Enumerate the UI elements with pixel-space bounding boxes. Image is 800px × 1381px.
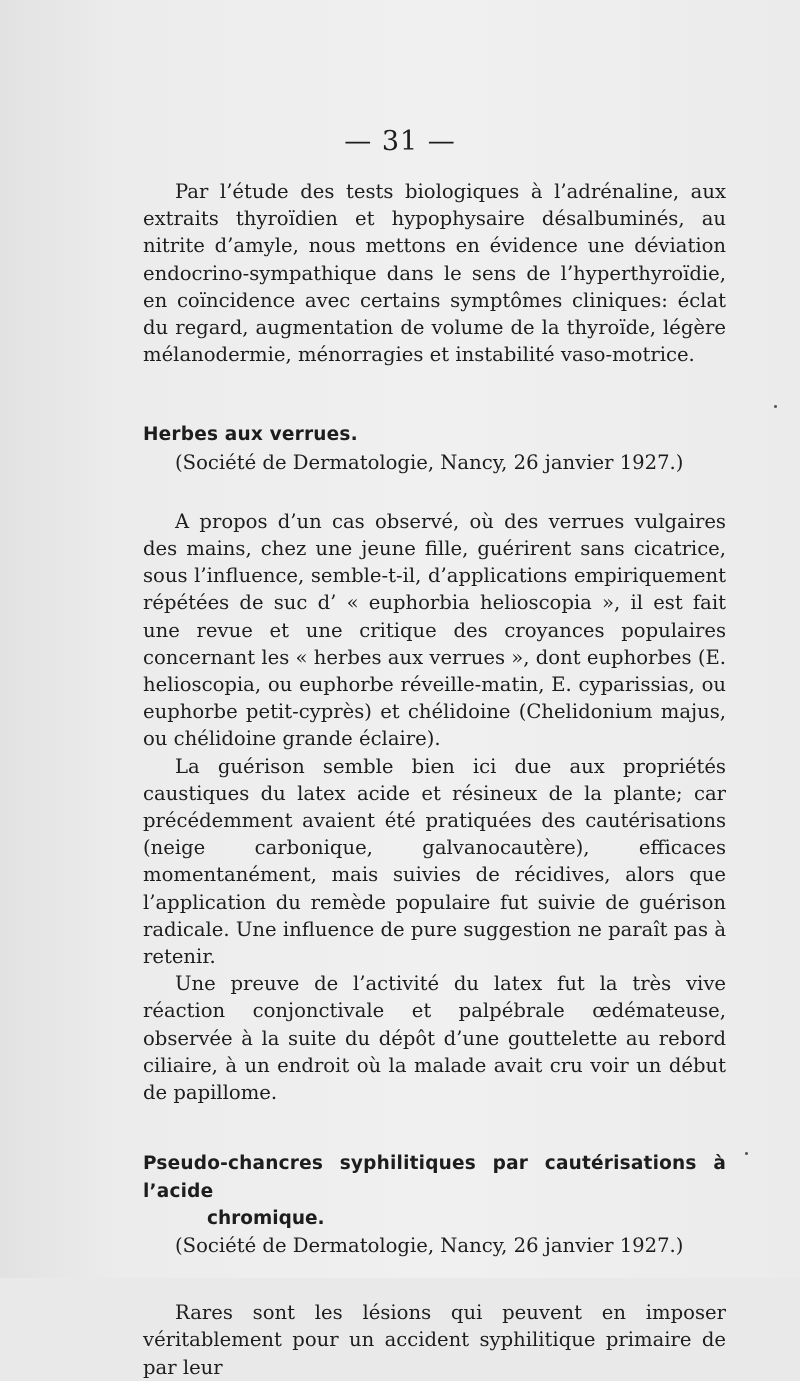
section-heading-herbes: Herbes aux verrues. <box>143 424 358 446</box>
section-heading-pseudo-chancres: Pseudo-chancres syphilitiques par cautérisations à l’acide <box>143 1153 726 1202</box>
herbes-paragraph-2: La guérison semble bien ici due aux propriétés caustiques du latex acide et résineux de la plante; car précédemment avaient été pratiquées des cautérisations (neige carbonique, galvanocautère), efficaces momentanément, mais suivies de récidives, alors que l’application du remède populaire fut suivie de guérison radicale. Une influence de pure suggestion ne paraît pas à retenir. <box>143 754 726 969</box>
section-citation-pseudo-chancres: (Société de Dermatologie, Nancy, 26 janvier 1927.) <box>175 1233 684 1257</box>
section-citation-herbes: (Société de Dermatologie, Nancy, 26 janvier 1927.) <box>175 450 684 474</box>
intro-paragraph: Par l’étude des tests biologiques à l’adrénaline, aux extraits thyroïdien et hypophysaire désalbuminés, au nitrite d’amyle, nous mettons en évidence une déviation endocrino-sympathique dans le sens de l’hyperthyroïdie, en coïncidence avec certains symptômes cliniques: éclat du regard, augmentation de volume de la thyroïde, légère mélanodermie, ménorragies et instabilité vaso-motrice. <box>143 180 726 367</box>
print-speck <box>745 1152 748 1155</box>
section-heading-pseudo-chancres-cont: chromique. <box>207 1207 325 1229</box>
page-number: — 31 — <box>344 126 456 157</box>
pseudo-chancres-paragraph-1: Rares sont les lésions qui peuvent en imposer véritablement pour un accident syphilitique primaire de par leur <box>143 1301 726 1379</box>
herbes-paragraph-1: A propos d’un cas observé, où des verrues vulgaires des mains, chez une jeune fille, guérirent sans cicatrice, sous l’influence, semble-t-il, d’applications empiriquement répétées de suc d’ « euphorbia helioscopia », il est fait une revue et une critique des croyances populaires concernant les « herbes aux verrues », dont euphorbes (E. helioscopia, ou euphorbe réveille-matin, E. cyparissias, ou euphorbe petit-cyprès) et chélidoine (Chelidonium majus, ou chélidoine grande éclaire). <box>143 509 726 751</box>
page-body <box>143 178 726 1381</box>
herbes-paragraph-3: Une preuve de l’activité du latex fut la très vive réaction conjonctivale et palpébrale œdémateuse, observée à la suite du dépôt d’une gouttelette au rebord ciliaire, à un endroit où la malade avait cru voir un début de papillome. <box>143 972 726 1105</box>
print-speck <box>774 405 777 408</box>
